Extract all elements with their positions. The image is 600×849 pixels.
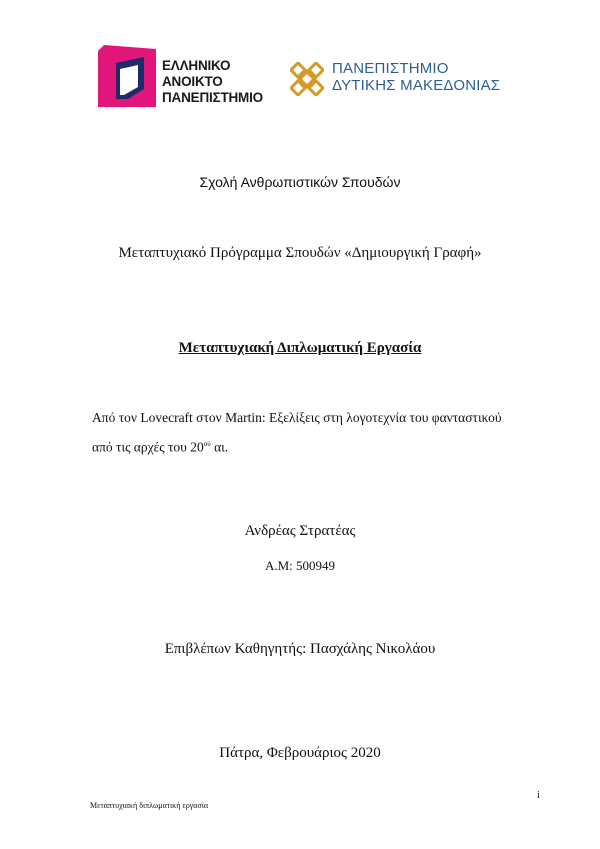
- eap-logo-line3: ΠΑΝΕΠΙΣΤΗΜΙΟ: [162, 90, 263, 105]
- thesis-type-heading: Μεταπτυχιακή Διπλωματική Εργασία: [178, 340, 422, 356]
- thesis-title-line2: [92, 431, 522, 461]
- thesis-title-line1: Από τον Lovecraft στον Martin: Εξελίξεις στη λογοτεχνία του φανταστικού: [92, 410, 502, 425]
- thesis-title-line2-text: από τις αρχές του 20: [92, 439, 204, 455]
- eap-logo-mark: [98, 43, 158, 109]
- uowm-logo-line2: ΔΥΤΙΚΗΣ ΜΑΚΕΔΟΝΙΑΣ: [332, 77, 501, 94]
- thesis-title-superscript: ού: [203, 440, 211, 448]
- school-name: Σχολή Ανθρωπιστικών Σπουδών: [199, 174, 401, 190]
- student-id: Α.Μ: 500949: [264, 558, 336, 573]
- supervisor: Επιβλέπων Καθηγητής: Πασχάλης Νικολάου: [164, 641, 436, 657]
- page-number: i: [537, 790, 540, 801]
- uowm-logo-line1: ΠΑΝΕΠΙΣΤΗΜΙΟ: [332, 60, 449, 77]
- eap-logo-line2: ΑΝΟΙΚΤΟ: [162, 74, 223, 89]
- thesis-title-line2-end: αι.: [210, 439, 229, 455]
- eap-logo-text: [162, 58, 263, 106]
- page-footer: Μεταπτυχιακή διπλωματική εργασία: [90, 801, 209, 810]
- author-name: Ανδρέας Στρατέας: [244, 523, 356, 539]
- uowm-logo-mark: [290, 62, 324, 96]
- eap-logo-line1: ΕΛΛΗΝΙΚΟ: [162, 58, 231, 73]
- program-name: Μεταπτυχιακό Πρόγραμμα Σπουδών «Δημιουργική Γραφή»: [118, 245, 482, 261]
- place-date: Πάτρα, Φεβρουάριος 2020: [219, 745, 381, 761]
- uowm-logo-text: [332, 60, 500, 94]
- thesis-title: [92, 405, 522, 461]
